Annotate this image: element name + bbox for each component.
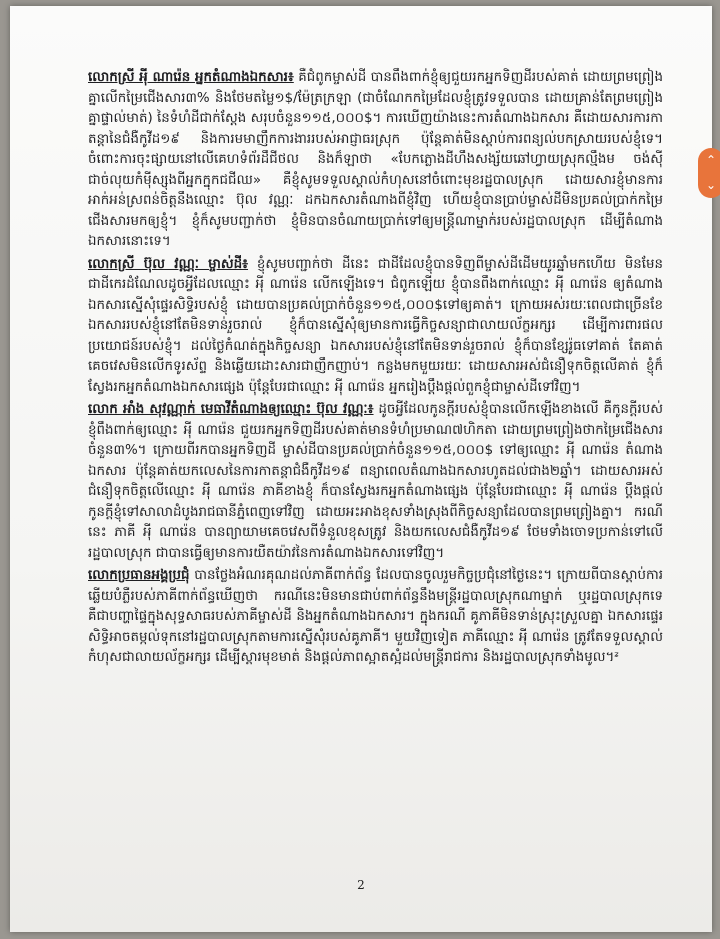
paragraph-text: គឺជំពូកម្ចាស់ដី បានពឹងពាក់ខ្ញុំឲ្យជួយរកអ្នកទិញដីរបស់គាត់ ដោយព្រមព្រៀងគ្នាលើកម្រៃជើងសារ៣% និងថែមតម្លៃ១$/ម៉ែត្រក្រឡា (ជាចំណែកកម្រៃដែលខ្ញុំត្រូវទទួលបាន ដោយគ្រាន់តែព្រមព្រៀងគ្នាផ្ទាល់មាត់) នៃទំហំដីជាក់ស្តែង សរុបចំនួន១១៥,០០០$។ ការឃើញយ៉ាងនេះការតំណាងឯកសារ គឺដោយសារការកាតន្តានៃជំងឺកូវីដ១៩ និងការមមាញឹកការងាររបស់អាជ្ញាធរស្រុក ប៉ុន្តែគាត់មិនស្ដាប់ការពន្យល់បកស្រាយរបស់ខ្ញុំទេ។ ចំពោះការចុះផ្សាយនៅលើគេហទំព័រដឹជីថល និងក៏ឡាថា «បែកភ្លោងដីហឹងសង្ស័យឆៅហ្វាយស្រុកល្មឹងម ចង់ស៊ីជាច់លុយកំម៉ីស្សុងពីអ្នកក្នុកជជីឈ» គឺខ្ញុំសូមទទួលស្គាល់កំហុសនៅចំពោះមុខរដ្ឋបាលស្រុក ដោយសារខ្ញុំមានការអាក់អន់ស្រពន់ចិត្តនឹងឈ្មោះ ប៊ុល វណ្ណៈ ដកឯកសារតំណាងពីខ្ញុំវិញ ហើយខ្ញុំបានប្រាប់ម្ចាស់ដីមិនប្រគល់ប្រាក់កម្រៃជើងសារមកឲ្យខ្ញុំ។ ខ្ញុំក៏សូមបញ្ជាក់ថា ខ្ញុំមិនបានចំណាយប្រាក់ទៅឲ្យមន្ត្រីណាម្នាក់របស់រដ្ឋបាលស្រុក ដើម្បីតំណាងឯកសារនោះទេ។ [88,70,663,249]
chevron-up-icon[interactable]: ⌃ [705,153,717,167]
paragraph [88,68,663,253]
paragraph [88,255,663,399]
paragraph [88,400,663,564]
speaker-label: លោកស្រី អុី ណារ៉េន អ្នកតំណាងឯកសារ៖ [88,70,294,85]
page-number: 2 [357,878,365,892]
chevron-down-icon[interactable]: ⌄ [705,178,717,192]
speaker-label: លោក អាំង សុវណ្ណាក់ មេធាវីតំណាងឲ្យឈ្មោះ ប៊ុល វណ្ណៈ៖ [88,402,374,417]
document-body [88,68,663,671]
speaker-label: លោកស្រី ប៊ុល វណ្ណៈ ម្ចាស់ដី៖ [88,256,249,272]
document-page [10,6,712,932]
paragraph-text: ខ្ញុំសូមបញ្ជាក់ថា ដីនេះ ជាដីដែលខ្ញុំបានទិញពីម្ចាស់ដីដើមយូរឆ្នាំមកហើយ មិនមែនជាដីកេរដំណែលដូចអ្វីដែលឈ្មោះ អុី ណារ៉េន លើកឡើងទេ។ ជំពូកឡើយ ខ្ញុំបានពឹងពាក់ឈ្មោះ អុី ណារ៉េន ឲ្យតំណាងឯកសារស្នើសុំផ្ទេរសិទ្ធិរបស់ខ្ញុំ ដោយបានប្រគល់ប្រាក់ចំនួន១១៥,០០០$ទៅឲ្យគាត់។ ក្រោយអស់រយៈពេលជាច្រើនខែ ឯកសាររបស់ខ្ញុំនៅតែមិនទាន់រួចរាល់ ខ្ញុំក៏បានស្នើសុំឲ្យមានការធ្វើកិច្ចសន្យាជាលាយល័ក្ខអក្សរ ដើម្បីការពារផលប្រយោជន៍របស់ខ្ញុំ។ ដល់ថ្ងៃកំណត់ក្នុងកិច្ចសន្យា ឯកសាររបស់ខ្ញុំនៅតែមិនទាន់រួចរាល់ ខ្ញុំក៏បានខ្សែរ៉ូធទៅគាត់ តែគាត់គេចវេសមិនលើកទូរស័ព្ទ និងឆ្លើយដោះសារជាញឹកញាប់។ កន្លងមកមួយរយៈ ដោយសារអស់ជំនឿទុកចិត្តលើគាត់ ខ្ញុំក៏ស្វែងរកអ្នកតំណាងឯកសារផ្សេង ប៉ុន្តែបែរជាឈ្មោះ អុី ណារ៉េន អ្នករៀងប្ដឹងផ្តល់ពួកខ្ញុំជាម្ចាស់ដីទៅវិញ។ [88,256,663,395]
closing-mark: ᶽ [614,650,620,665]
paragraph-text: ដូចអ្វីដែលកូនក្តីរបស់ខ្ញុំបានលើកឡើងខាងលើ គឺកូនក្តីរបស់ខ្ញុំពឹងពាក់ឲ្យឈ្មោះ អុី ណារ៉េន ជួយរកអ្នកទិញដីរបស់គាត់មានទំហំប្រមាណ៧ហិកតា ដោយព្រមព្រៀងថាកម្រៃជើងសារចំនួន៣%។ ក្រោយពីរកបានអ្នកទិញដី ម្ចាស់ដីបានប្រគល់ប្រាក់ចំនួន១១៥,០០០$ ទៅឲ្យឈ្មោះ អុី ណារ៉េន តំណាងឯកសារ ប៉ុន្តែគាត់យកលេសនៃការកាតន្តាជំងឺកូវីដ១៩ ពន្យាពេលតំណាងឯកសារហូតដល់ជាង២ឆ្នាំ។ ដោយសារអស់ជំនឿទុកចិត្តលើឈ្មោះ អុី ណារ៉េន ភាគីខាងខ្ញុំ ក៏បានស្វែងរកអ្នកតំណាងផ្សេង ប៉ុន្តែបែរជាឈ្មោះ អុី ណារ៉េន ប្ដឹងផ្តល់កូនក្តីខ្ញុំទៅសាលាដំបូងរាជធានីភ្នំពេញទៅវិញ ដោយអះអាងខុសទាំងស្រុងពីកិច្ចសន្យាដែលបានព្រមព្រៀងគ្នា។ ករណីនេះ ភាគី អុី ណារ៉េន បានព្យាយាមគេចវេសពីទំនួលខុសត្រូវ និងយកលេសជំងឺកូវីដ១៩ ថែមទាំងចោទប្រកាន់ទៅលើរដ្ឋបាលស្រុក ជាបានធ្វើឲ្យមានការយឺតយ៉ាវនៃការតំណាងឯកសារទៅវិញ។ [88,402,663,561]
speaker-label: លោកប្រធានអង្គប្រជុំ [88,568,190,583]
paragraph-text: បានថ្លែងអំណរគុណដល់ភាគីពាក់ព័ន្ធ ដែលបានចូលរួមកិច្ចប្រជុំនៅថ្ងៃនេះ។ ក្រោយពីបានស្ដាប់ការឆ្លើយបំភ្លឺរបស់ភាគីពាក់ព័ន្ធឃើញថា ករណីនេះមិនមានជាប់ពាក់ព័ន្ធនឹងមន្ត្រីរដ្ឋបាលស្រុកណាម្នាក់ ឬរដ្ឋបាលស្រុកទេ គឺជាបញ្ហាផ្ទៃក្នុងសុទ្ធសាធរបស់ភាគីម្ចាស់ដី និងអ្នកតំណាងឯកសារ។ ក្នុងករណី គូភាគីមិនទាន់ស្រុះស្រួលគ្នា ឯកសារផ្ទេរសិទ្ធិអាចតម្កល់ទុកនៅរដ្ឋបាលស្រុកតាមការស្នើសុំរបស់គូភាគី។ មួយវិញទៀត ភាគីឈ្មោះ អុី ណារ៉េន ត្រូវតែទទួលស្គាល់កំហុសជាលាយល័ក្ខអក្សរ ដើម្បីស្តារមុខមាត់ និងផ្ដល់ភាពស្អាតស្អំដល់មន្ត្រីរាជការ និងរដ្ឋបាលស្រុកទាំងមូល។ [88,568,663,665]
scroll-control[interactable] [698,148,720,198]
paragraph [88,566,663,669]
